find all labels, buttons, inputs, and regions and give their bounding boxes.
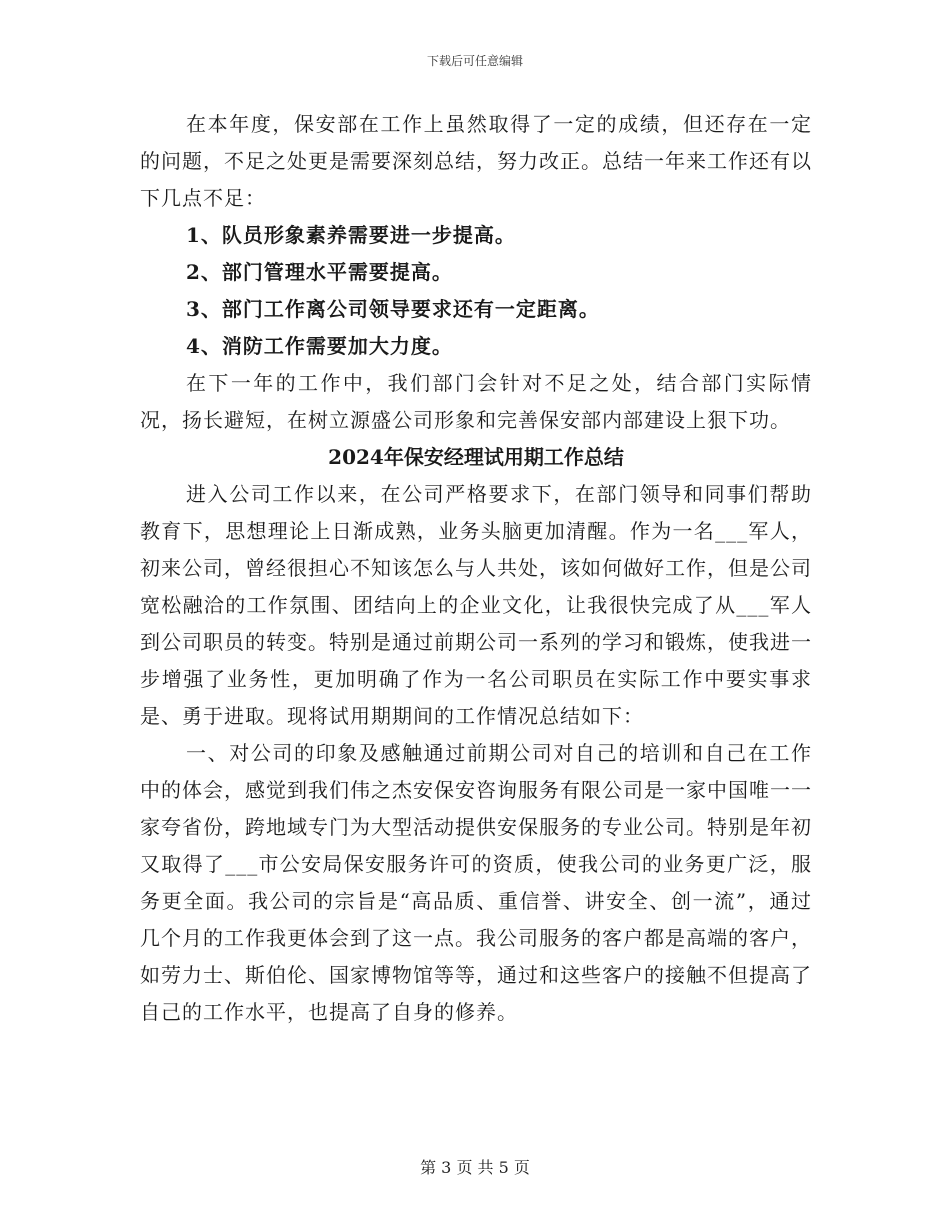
shortcoming-item-3: 3、部门工作离公司领导要求还有一定距离。 bbox=[186, 297, 600, 321]
shortcoming-item-1: 1、队员形象素养需要进一步提高。 bbox=[186, 223, 516, 247]
section-paragraph-2: 一、对公司的印象及感触通过前期公司对自己的培训和自己在工作中的体会，感觉到我们伟之杰安保安咨询服务有限公司是一家中国唯一一家夸省份，跨地域专门为大型活动提供安保服务的专业公司。特别是年初又取得了___市公安局保安服务许可的资质，使我公司的业务更广泛，服务更全面。我公司的宗旨是“高品质、重信誉、讲安全、创一流”，通过几个月的工作我更体会到了这一点。我公司服务的客户都是高端的客户，如劳力士、斯伯伦、国家博物馆等等，通过和这些客户的接触不但提高了自己的工作水平，也提高了自身的修养。 bbox=[140, 741, 812, 1024]
page-number: 第 3 页 共 5 页 bbox=[420, 1158, 530, 1177]
shortcoming-item-4: 4、消防工作需要加大力度。 bbox=[186, 334, 453, 358]
section-paragraph-1: 进入公司工作以来，在公司严格要求下，在部门领导和同事们帮助教育下，思想理论上日渐成熟，业务头脑更加清醒。作为一名___军人，初来公司，曾经很担心不知该怎么与人共处，该如何做好工作，但是公司宽松融洽的工作氛围、团结向上的企业文化，让我很快完成了从___军人到公司职员的转变。特别是通过前期公司一系列的学习和锻炼，使我进一步增强了业务性，更加明确了作为一名公司职员在实际工作中要实事求是、勇于进取。现将试用期期间的工作情况总结如下： bbox=[140, 482, 812, 728]
shortcoming-item-2: 2、部门管理水平需要提高。 bbox=[186, 260, 453, 284]
header-note: 下载后可任意编辑 bbox=[426, 54, 523, 68]
document-body bbox=[140, 106, 812, 1031]
section-title: 2024年保安经理试用期工作总结 bbox=[328, 445, 624, 469]
intro-paragraph: 在本年度，保安部在工作上虽然取得了一定的成绩，但还存在一定的问题，不足之处更是需要深刻总结，努力改正。总结一年来工作还有以下几点不足： bbox=[140, 112, 812, 210]
closing-paragraph: 在下一年的工作中，我们部门会针对不足之处，结合部门实际情况，扬长避短，在树立源盛公司形象和完善保安部内部建设上狠下功。 bbox=[140, 371, 812, 432]
